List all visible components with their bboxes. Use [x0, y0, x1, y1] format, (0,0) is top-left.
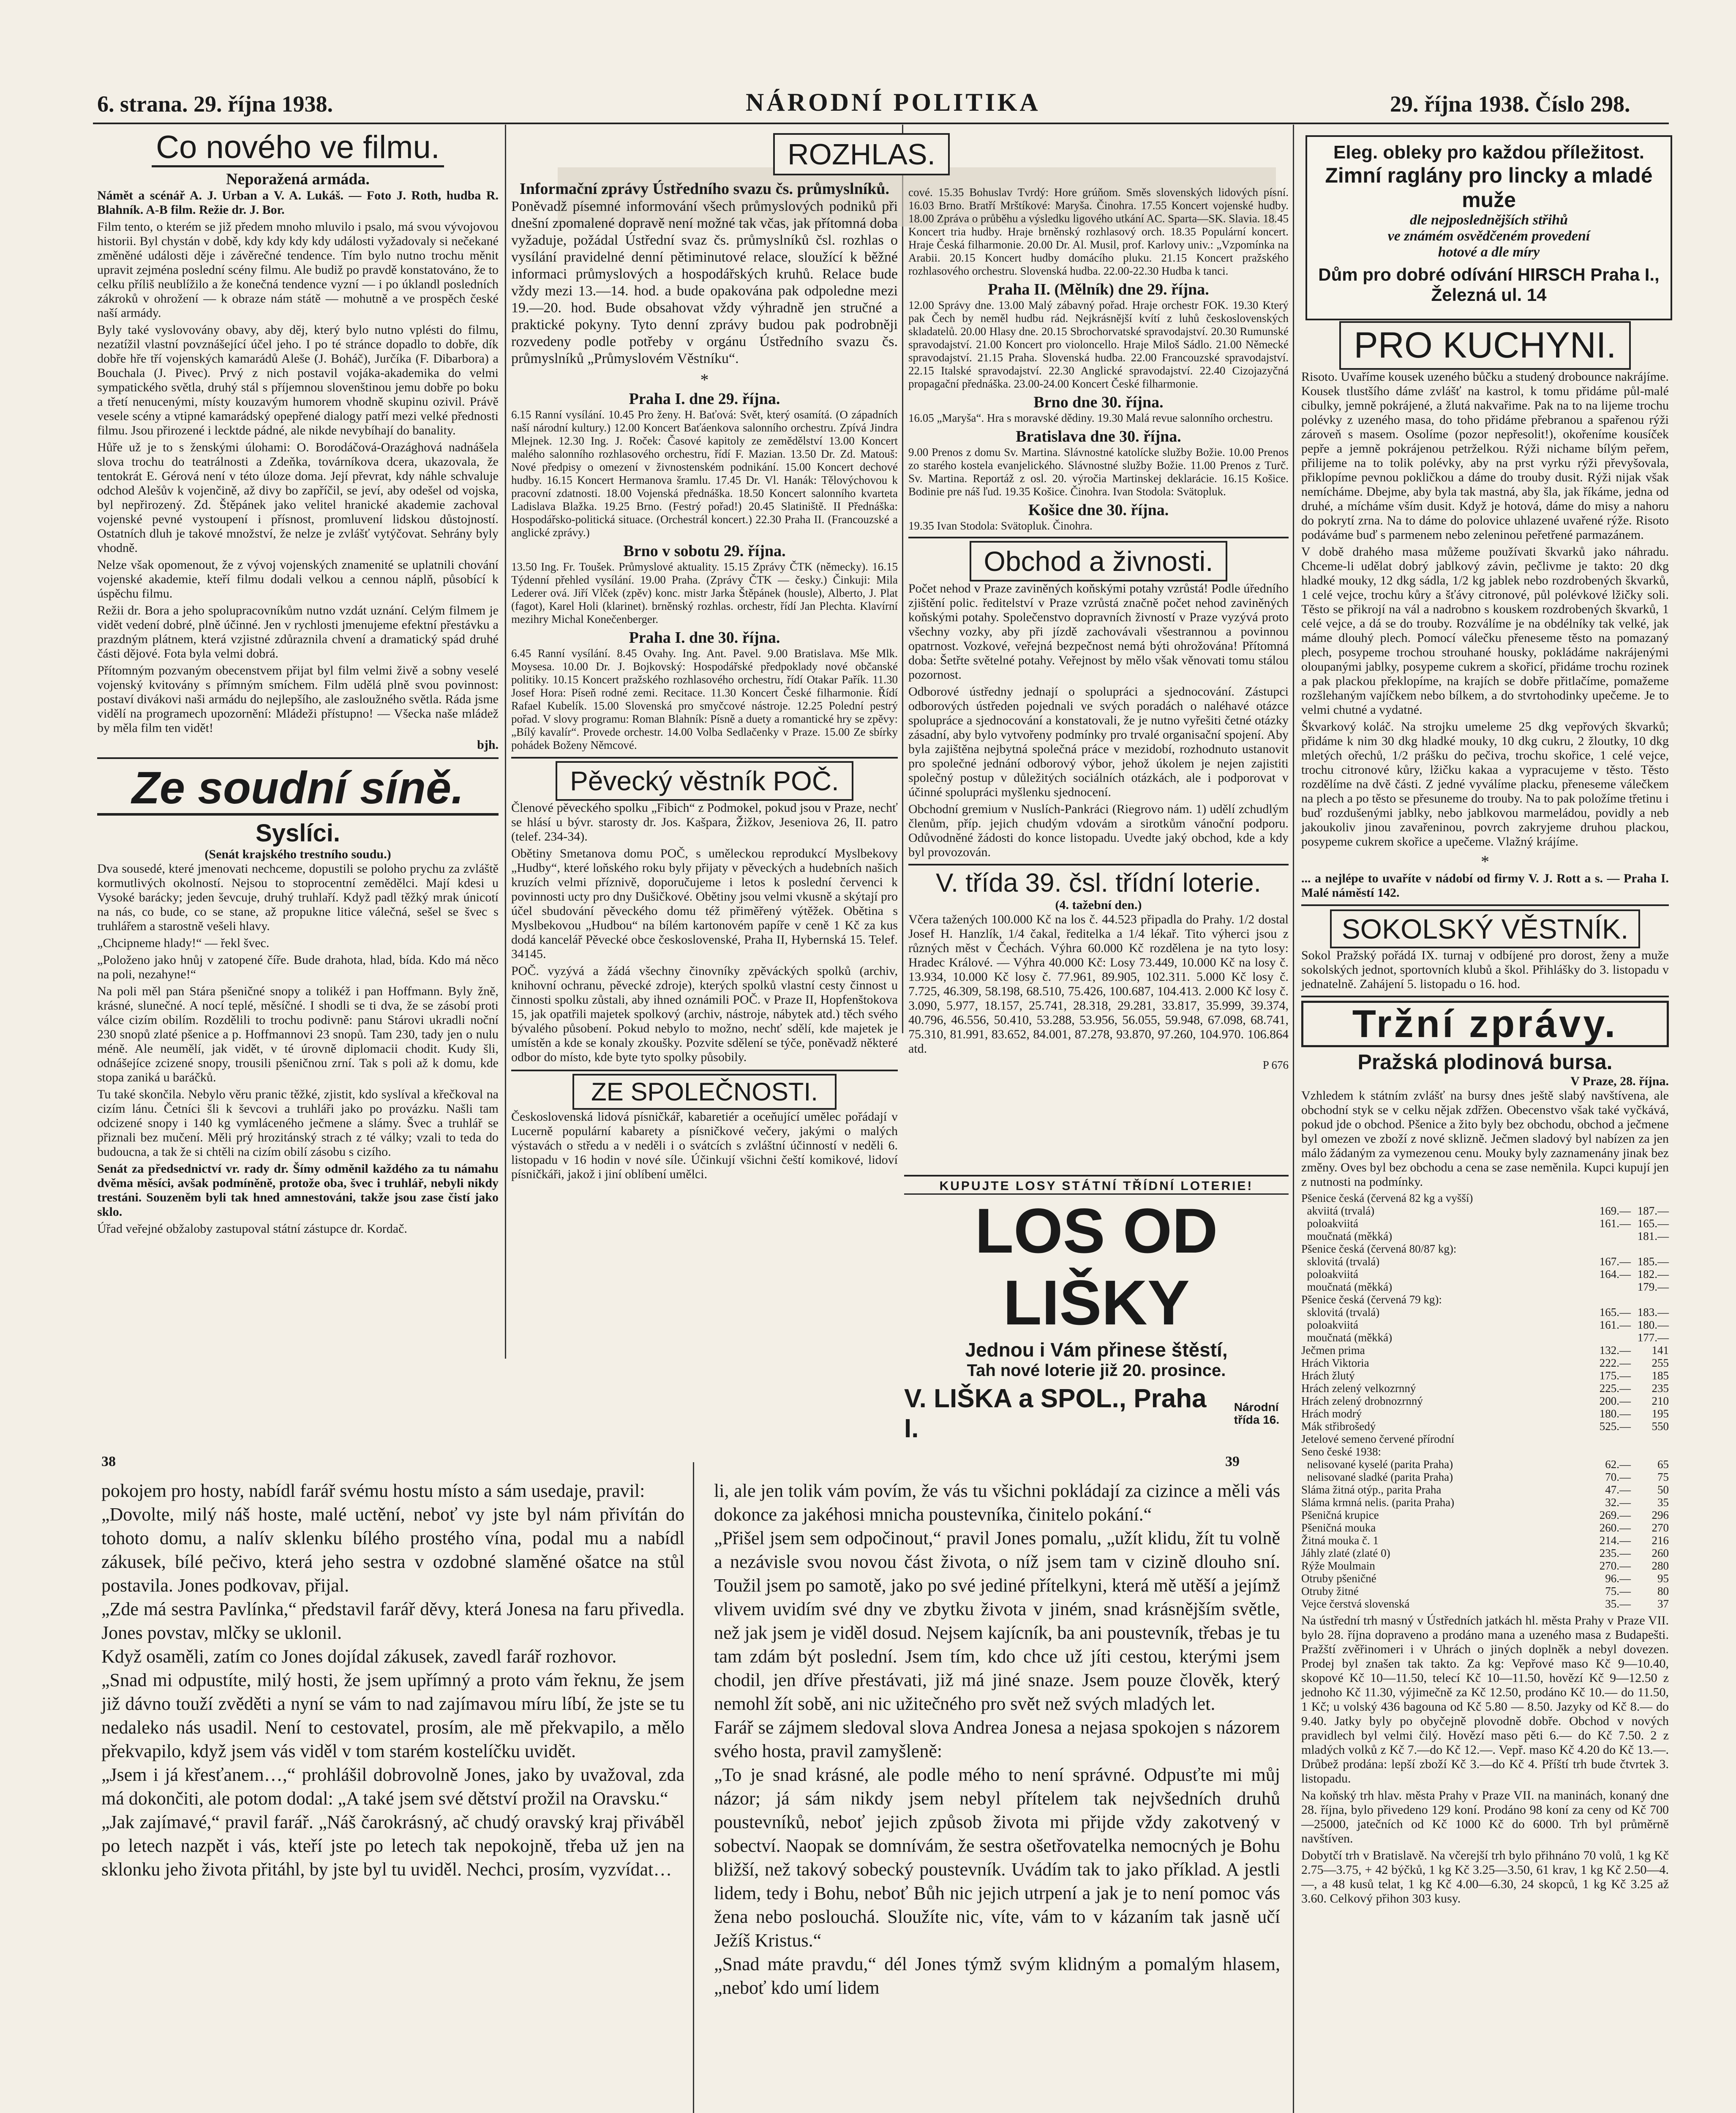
court-paragraph: Dva sousedé, které jmenovati nechceme, dopustili se poloho prychu za zvláště kormutlivých okolností. Nejsou to stoprocentní zemědělci. Mají kdesi u Vysoké barácky; jeden ševcuje, druhý truhlaří. Když padl těžký mrak únicotí na nás, co bude, co se stane, až propukne litice válečná, sešel se švec s truhlářem a starostně vešeli hlavy.	[97, 862, 499, 933]
bursa-row	[1301, 1509, 1669, 1521]
bursa-price-high: 165.—	[1637, 1217, 1669, 1230]
bursa-row	[1301, 1597, 1669, 1610]
bursa-commodity: Pšenice česká (červená 82 kg a vyšší)	[1301, 1192, 1473, 1204]
bursa-price-low: 269.—	[1599, 1509, 1631, 1521]
radio-program-title: Praha II. (Mělník) dne 29. října.	[988, 281, 1209, 298]
bursa-row	[1301, 1255, 1669, 1268]
bursa-row	[1301, 1395, 1669, 1407]
bursa-price-high: 75	[1657, 1471, 1669, 1483]
bursa-row	[1301, 1204, 1669, 1217]
lottery-advertisement	[904, 1175, 1289, 1443]
film-credits: Námět a scénář A. J. Urban a V. A. Lukáš. — Foto J. Roth, hudba R. Blahník. A-B film. Režie dr. J. Bor.	[97, 188, 499, 217]
bursa-price-high: 185	[1652, 1369, 1669, 1382]
lottery-ad-address: Národní třída 16.	[1234, 1400, 1280, 1426]
bursa-price-low: 260.—	[1599, 1521, 1631, 1534]
commerce-paragraph: Odborové ústředny jednají o spolupráci a sjednocování. Zástupci odborových ústředen pojednali ve svých poradách o naléhavé otázce spolupráce a sjednocování a konstatovali, že je nutno vyřešiti četné otázky zásadní, aby bylo vytvořeny podmínky pro trvalé organisační spojení. Aby byla zajištěna nejbytná společná práce v mezidobí, rozhodnuto ustanovit pro společné jednání odborový výbor, jehož úkolem je nejen zajistiti společný postup v důležitých sociálních otázkách, ale i podporovat v účinné spolupráci myšlenku sjednocení.	[908, 685, 1289, 799]
radio-program: 16.05 „Maryša“. Hra s moravské dědiny. 19.30 Malá revue salonního orchestru.	[908, 412, 1273, 424]
clothing-advertisement	[1305, 135, 1672, 320]
header-rule	[93, 123, 1669, 124]
bursa-commodity: Hrách žlutý	[1301, 1369, 1355, 1382]
column-divider	[1293, 125, 1294, 2113]
market-place-date: V Praze, 28. října.	[1570, 1074, 1669, 1088]
court-paragraph: Tu také skončila. Nebylo věru pranic těžké, zjistit, kdo syslíval a křečkoval na cizím lánu. Četníci šli k ševcovi a truhláři jako po provázku. Našli tam odcizené snopy i 140 kg vymláceného ječmene a slámy. Švec a truhlář se přiznali bez mučení. Měli prý hrozitánský strach z té války; vzali to teda do budoucna, a tak že si chtěli na cizím obilí zásobu s cizího.	[97, 1087, 499, 1159]
choir-paragraph: POČ. vyzývá a žádá všechny činovníky zpěváckých spolků (archiv, knihovní ochranu, pěvecké zdroje), kterých spolků vlastní cesty činnost u činnosti spolku zůstali, aby ihned oznámili POČ. v Praze II, Hopfenštokova 15, jak opatřili majetek spolkový (archiv, nástroje, nábytek atd.) těch svého bývalého působení. Pokud nebylo to možno, nechť sdělí, kde majetek je umístěn a kde se konaly zkoušky. Pozvite sdělení se týče, poněvadž některé odbor do místo, kde byte tyto spolky působily.	[511, 964, 898, 1064]
bursa-row	[1301, 1293, 1669, 1306]
clothing-ad-line: ve známém osvědčeném provedení	[1387, 228, 1590, 244]
bursa-price-high	[1631, 1242, 1669, 1255]
radio-program-title: Bratislava dne 30. října.	[1016, 428, 1181, 445]
bursa-price-high: 210	[1652, 1395, 1669, 1407]
sokol-section-title: SOKOLSKÝ VĚSTNÍK.	[1330, 909, 1641, 948]
bursa-price-high: 181.—	[1637, 1230, 1669, 1242]
bursa-commodity: Pšeničná mouka	[1301, 1521, 1376, 1534]
kitchen-paragraph: Risoto. Uvaříme kousek uzeného bůčku a studený drobounce nakrájíme. Kousek tlustšího dáme zvlášť na kastrol, k tomu přidáme půl-malé cibulky, jemně pokrájené, a žlutá nakvařime. Pak na to na lijeme trochu polévky z uzeného masa, do toho přidáme přebranou a spařenou rýži zároveň s masem. Osolíme (pozor nepřesolit!), okořeníme kousíček pepře a jemně pokrájenou petrželkou. Rýži nichame bílým peřem, přilijeme na to tolik polévky, aby na prst vyrku rýži převyšovala, přiklopíme pevnou pokličkou a dáme do trouby dusit. Rýži nijak však nemícháme. Dbejme, aby byla tak mastná, aby šla, jak říkáme, jedna od druhé, a mícháme vším dusit. Když je hotová, dáme do misy a nahoru do pokrytí zrna. Na to dáme do polovice uhlazené uvařené rýže. Risoto podáváme buď s parmenem nebo zeleninou peřetřené parmazánem.	[1301, 370, 1669, 542]
bursa-row	[1301, 1192, 1669, 1204]
bursa-commodity: Žitná mouka č. 1	[1301, 1534, 1379, 1547]
film-paragraph: Hůře už je to s ženskými úlohami: O. Borodáčová-Orazághová nadnášela slova trochu do teatrálnosti a Zdeňka, továrníkova dcera, ukazovala, že tentokrát E. Gérová není v této úloze doma. Její převrat, kdy náhle schvaluje odchod Alešův k vojenčině, až divy bo zapříčil, se jeví, aby odešel od vojska, byl nepřirozený. Zd. Štěpánek jako velitel hranické akademie zachoval vojenské pevné vystoupení i přísnost, promluvení lidskou důstojností. Ostatních dluh je takové množství, že nelze je zvlášť vytýčovat. Sehrány byly vhodně.	[97, 440, 499, 555]
bursa-price-high: 187.—	[1637, 1204, 1669, 1217]
bursa-commodity: sklovitá (trvalá)	[1301, 1255, 1380, 1268]
bursa-row	[1301, 1369, 1669, 1382]
bursa-row	[1301, 1319, 1669, 1331]
market-paragraph: Na koňský trh hlav. města Prahy v Praze VII. na maninách, konaný dne 28. října, bylo přivedeno 129 koní. Prodáno 98 koní za ceny od Kč 700—25000, jatečních od Kč 1000 Kč do 6000. Trh byl průměrně navštíven.	[1301, 1788, 1669, 1845]
market-section-title: Tržní zprávy.	[1301, 1001, 1669, 1047]
bursa-price-high: 550	[1652, 1420, 1669, 1433]
court-paragraph: „Chcipneme hlady!“ — řekl švec.	[97, 936, 270, 950]
court-paragraph: Senát za předsednictví vr. rady dr. Šímy odměnil každého za tu námahu dvěma měsíci, avšak podmíněně, protože oba, švec i truhlář, nebyli nikdy trestáni. Souzeněm byli tak hned amnestováni, takže jsou zase čistí jako sklo.	[97, 1162, 499, 1219]
film-paragraph: Režii dr. Bora a jeho spolupracovníkům nutno vzdát uznání. Celým filmem je vidět vedení dobré, plně účinné. Jen v rychlosti jmenujeme efektní přestávku a prazdným plátnem, která vzjistné zdůraznila chvení a dramatický spád druhé části dějové. Fota byla velmi dobrá.	[97, 603, 499, 661]
section-rule	[1301, 904, 1669, 906]
bursa-commodity: Hrách modrý	[1301, 1407, 1362, 1420]
bursa-price-table	[1301, 1192, 1669, 1610]
lottery-ad-headline: LOS OD LIŠKY	[975, 1195, 1218, 1338]
bursa-commodity: Jetelové semeno červené přírodní	[1301, 1433, 1455, 1445]
bursa-commodity: nelisované sladké (parita Praha)	[1301, 1471, 1453, 1483]
bursa-price-high: 141	[1652, 1344, 1669, 1357]
commerce-section-title: Obchod a živnosti.	[970, 541, 1228, 581]
court-section-title: Ze soudní síně.	[97, 762, 499, 816]
bursa-price-low	[1593, 1242, 1631, 1255]
lottery-ad-code: P 676	[1262, 1059, 1289, 1071]
radio-program-title: Praha I. dne 30. října.	[629, 629, 780, 647]
page-header-right: 29. října 1938. Číslo 298.	[1390, 91, 1630, 117]
clothing-ad-line: hotové a dle míry	[1438, 244, 1540, 260]
bursa-price-low: 214.—	[1599, 1534, 1631, 1547]
bursa-row	[1301, 1217, 1669, 1230]
section-rule	[511, 1070, 898, 1071]
bursa-price-high: 179.—	[1637, 1280, 1669, 1293]
kitchen-ad: ... a nejlépe to uvaříte v nádobí od firmy V. J. Rott a s. — Praha I. Malé náměstí 142.	[1301, 871, 1669, 900]
bursa-price-low: 165.—	[1599, 1306, 1631, 1319]
bursa-price-high: 255	[1652, 1357, 1669, 1369]
bursa-row	[1301, 1242, 1669, 1255]
bursa-commodity: nelisované kyselé (parita Praha)	[1301, 1458, 1453, 1471]
column-kitchen-market	[1301, 321, 1669, 2113]
bursa-price-high	[1631, 1433, 1669, 1445]
bursa-commodity: akviitá (trvalá)	[1301, 1204, 1375, 1217]
bursa-row	[1301, 1585, 1669, 1597]
society-text: Československá lidová písničkář, kabaretiér a oceňující umělec pořádají v Lucerně populární kabarety a písničkové večery, jakými o malých výstavách o středu a v neděli i o svátcích s zvláštní účinností v neděli 6. listopadu v 16 hodin v nové síle. Účinkují všichni čeští komikové, lidoví písničkáři, jakož i jiní oblíbení umělci.	[511, 1110, 898, 1181]
bursa-price-low: 70.—	[1605, 1471, 1631, 1483]
bursa-price-low: 175.—	[1599, 1369, 1631, 1382]
separator-asterisk: *	[1481, 852, 1489, 871]
court-source: (Senát krajského trestního soudu.)	[204, 847, 391, 861]
radio-program: 6.15 Ranní vysílání. 10.45 Pro ženy. H. Baťová: Svět, který osamítá. (O západních naší národní kultury.) 12.00 Koncert Baťáenkova salonního orchestru. Zpívá Jindra Mlejnek. 12.30 Ing. J. Roček: Časové kapitoly ze zemědělství 13.00 Koncert malého salonního rozhlasového orchestru, řídí F. Mazian. 13.50 Dr. Zd. Matouš: Nové předpisy o omezení v živnostenském podnikání. 15.00 Koncert dechové hudby. 16.15 Koncert Hermanova šramlu. 17.45 Dr. Vl. Hanák: Tělovýchovou k pracovní zdatnosti. 18.00 Vojenská přednáška. 18.50 Koncert salonního kvarteta Ladislava Blažka. 19.25 Brno. (Festrý pořad!) 20.45 Slatiniště. II Přednáška: Hospodářsko-politická situace. (Orchestrál koncert.) 22.30 Praha II. (Francouzské a anglické zprávy.)	[511, 408, 898, 539]
bursa-price-high: 182.—	[1637, 1268, 1669, 1280]
bursa-commodity: Otruby pšeničné	[1301, 1572, 1376, 1585]
bursa-price-high: 185.—	[1637, 1255, 1669, 1268]
court-article-title: Syslíci.	[256, 819, 340, 847]
novel-page-number: 39	[1225, 1454, 1240, 1469]
film-article-title: Neporažená armáda.	[226, 170, 370, 188]
bursa-price-low: 167.—	[1599, 1255, 1631, 1268]
court-paragraph: Úřad veřejné obžaloby zastupoval státní zástupce dr. Kordač.	[97, 1222, 407, 1236]
section-rule	[908, 537, 1289, 538]
section-rule	[1301, 996, 1669, 997]
column-divider	[505, 125, 506, 1359]
bursa-row	[1301, 1471, 1669, 1483]
novel-right-page: li, ale jen tolik vám povím, že vás tu všichni pokládají za cizince a měli vás dokonce za jakéhosi mnicha poustevníka, činitelo pokání.“ „Přišel jsem sem odpočinout,“ pravil Jones pomalu, „užít klidu, žít tu volně a nezávisle svou novou část života, o níž jsem tam v cizině dlouho sní. Toužil jsem po samotě, jako po své jediné přítelkyni, která mě utěší a jejímž vlivem uvidím své dny ve zbytku života v jiném, snad krásnějším světle, než jak jsem je viděl dosud. Nejsem kajícník, ba ani poustevník, třebas je tu tam zdám být poslední. Jsem tím, kdo chce už jíti cestou, kterými jsem chodil, jen dříve přestávati, již má jiné snaze. Jsem pouze člověk, který nemohl žít sobě, ani nic užitečného pro svět než svých mladých let. Farář se zájmem sledoval slova Andrea Jonesa a nejasa spokojen s názorem svého hosta, pravil zamyšleně: „To je snad krásné, ale podle mého to není správné. Odpusťte mi můj názor; já sám nikdy jsem nebyl přítelem tak nejvšedních druhů poustevníků, neboť jejich způsob života mi přijde vždy zakotvený v sobectví. Naopak se domnívám, že sestra ošetřovatelka nemocných je Bohu bližší, než takový sobecký poustevník. Uvádím tak to jako příklad. A jestli lidem, tedy i Bohu, neboť Bůh nic jejich utrpení a jak je to není pomoc vás žena nebo poslouchá. Sloužíte nic, víte, vám to v kázaním tak jasně učí Ježíš Kristus.“ „Snad máte pravdu,“ dél Jones týmž svým klidným a pomalým hlasem, „neboť kdo umí lidem	[714, 1480, 1280, 1998]
market-paragraph: Vzhledem k státním zvlášť na bursy dnes ještě slabý navštívena, ale obchodní styk se v celku nějak zdřžen. Obecenstvo však také vyčkává, pokud jde o obchod. Pšenice a žito byly bez obchodu, obchod a ječmene byl omezen ve zboží z nové sklizně. Ječmen sladový byl nabízen za jen málo žádaným za vymezenou cenu. Mouky byly zaznamenány jinak bez změny. Oves byl bez obchodu a cena se zase neměnila. Kupci kupují jen z nutnosti na podmínky.	[1301, 1089, 1669, 1189]
bursa-price-high: 270	[1652, 1521, 1669, 1534]
bursa-commodity: poloakviitá	[1301, 1319, 1358, 1331]
bursa-price-low: 75.—	[1605, 1585, 1631, 1597]
novel-left-page: pokojem pro hosty, nabídl farář svému hostu místo a sám usedaje, pravil: „Dovolte, milý náš hoste, malé uctění, neboť vy jste byl nám přivítán do tohoto domu, a nalív sklenku bílého prostého vína, podal mu a nabídl zákusek, bílé pečivo, která jeho sestra v ozdobné slaměné ošatce na stůl postavila. Jones podkovav, přijal. „Zde má sestra Pavlínka,“ představil farář děvy, která Jonesa na faru přivedla. Jones povstav, mlčky se uklonil. Když osaměli, zatím co Jones dojídal zákusek, zavedl farář rozhovor. „Snad mi odpustíte, milý hosti, že jsem upřímný a proto vám řeknu, že jsem již dávno touží zvěděti a nyní se vám to nad zajímavou míru líbí, že jste se tu nedaleko nás usadil. Není to cestovatel, prosím, ale mě překvapilo, a mělo překvapilo, když jsem vás viděl v tom starém kostelíčku uvidět. „Jsem i já křesťanem…,“ prohlášil dobrovolně Jones, jako by uvažoval, zda má dokončiti, ale potom dodal: „A také jsem své dětství prožil na Oravsku.“ „Jak zajímavé,“ pravil farář. „Náš čarokrásný, ač chudý oravský kraj přiváběl po letech nazpět i vás, kteří jste po letech tak nepokojně, třeba už jen na sklonku jeho života přitáhl, by jste byl tu uviděl. Nechci, prosím, vyzvídat…	[101, 1480, 684, 1880]
bursa-price-high: 280	[1652, 1559, 1669, 1572]
society-section-title: ZE SPOLEČNOSTI.	[572, 1074, 837, 1110]
bursa-price-high: 235	[1652, 1382, 1669, 1395]
section-rule	[908, 864, 1289, 865]
bursa-commodity: Hrách zelený velkozrnný	[1301, 1382, 1416, 1395]
clothing-ad-line: dle nejposlednějších střihů	[1409, 212, 1568, 228]
bursa-row	[1301, 1433, 1669, 1445]
bursa-row	[1301, 1559, 1669, 1572]
bursa-price-low: 47.—	[1605, 1483, 1631, 1496]
bursa-price-high: 296	[1652, 1509, 1669, 1521]
bursa-row	[1301, 1496, 1669, 1509]
bursa-commodity: Sláma žitná otýp., parita Praha	[1301, 1483, 1442, 1496]
bursa-row	[1301, 1547, 1669, 1559]
bursa-price-high: 95	[1657, 1572, 1669, 1585]
bursa-commodity: moučnatá (měkká)	[1301, 1280, 1393, 1293]
lottery-ad-line: Jednou i Vám přinese štěstí,	[965, 1339, 1228, 1361]
bursa-price-low: 200.—	[1599, 1395, 1631, 1407]
bursa-row	[1301, 1230, 1669, 1242]
kitchen-paragraph: Škvarkový koláč. Na strojku umeleme 25 dkg vepřových škvarků; přidáme k nim 30 dkg hladké mouky, 10 dkg cukru, 2 žloutky, 10 dkg mletých ořechů, 1/2 prášku do pečiva, trochu skořice, 1 celé vejce, trochu citronové kůry, lžičku kakaa a vypracujeme v těsto. Těsto rozdělíme na dvě části. Z jedné vyválíme placku, přeneseme válečkem na plech a po těsto se přesuneme do trouby. Na to pak položíme třetinu i buď rozdušenými jablky, nebo jablkovou marmeládou, povidly a neb jakoukoliv jinou zavařeninou, povrch zakryjeme druhou plackou, posypeme cukrem skořice a upečeme. Vlažný krájíme.	[1301, 720, 1669, 849]
bursa-commodity: Mák střibrošedý	[1301, 1420, 1376, 1433]
bursa-price-low: 35.—	[1605, 1597, 1631, 1610]
bursa-commodity: Rýže Moulmain	[1301, 1559, 1375, 1572]
bursa-price-low: 222.—	[1599, 1357, 1631, 1369]
bursa-row	[1301, 1483, 1669, 1496]
choir-paragraph: Členové pěveckého spolku „Fibich“ z Podmokel, pokud jsou v Praze, nechť se hlásí u bývr. starosty dr. Jos. Kašpara, Žižkov, Jeseniova 26, II. patro (telef. 234-34).	[511, 801, 898, 844]
separator-asterisk: *	[700, 370, 709, 389]
bursa-commodity: Vejce čerstvá slovenská	[1301, 1597, 1410, 1610]
bursa-price-low: 235.—	[1599, 1547, 1631, 1559]
bursa-price-low: 525.—	[1599, 1420, 1631, 1433]
bursa-row	[1301, 1306, 1669, 1319]
bursa-commodity: sklovitá (trvalá)	[1301, 1306, 1380, 1319]
bursa-commodity: Ječmen prima	[1301, 1344, 1365, 1357]
bursa-price-low	[1593, 1192, 1631, 1204]
commerce-paragraph: Počet nehod v Praze zaviněných koňskými potahy vzrůstá! Podle úředního zjištění polic. ředitelství v Praze vzrůstá značně počet nehod zaviněných koňskými potahy. Společenstvo dopravních živností v Praze vyzývá proto všechny vozky, aby při jízdě zachovávali všestrannou a povinnou opatrnost. Vozkové, veřejná bezpečnost nemá býti ohrožována! Přítomná doba: Šetřte světelné potahy. Veřejnost by mělo však věnovati tomu stálou pozornost.	[908, 581, 1289, 682]
radio-program: 19.35 Ivan Stodola: Svätopluk. Činohra.	[908, 519, 1093, 532]
market-article-title: Pražská plodinová bursa.	[1357, 1050, 1613, 1074]
bursa-commodity: Jáhly zlaté (zlaté 0)	[1301, 1547, 1390, 1559]
bursa-row	[1301, 1268, 1669, 1280]
film-paragraph: Nelze však opomenout, že z vývoj vojenských znamenité se uplatnili chování vojenské akademie, kteří filmu dodali velkou a cennou náplň, působící k úspěchu filmu.	[97, 558, 499, 601]
bursa-price-low: 270.—	[1599, 1559, 1631, 1572]
commerce-paragraph: Obchodní gremium v Nuslích-Pankráci (Riegrovo nám. 1) udělí zchudlým členům, příp. jejich chudým vdovám a sirotkům vánoční podporu. Odůvodněné žádosti do konce listopadu. Uvedte jaký obchod, kde a kdy byl provozován.	[908, 802, 1289, 859]
radio-program: cové. 15.35 Bohuslav Tvrdý: Hore grúňom. Směs slovenských lidových písní. 16.03 Brno. Bratří Mrštíkové: Maryša. Činohra. 17.55 Koncert vojenské hudby. 18.00 Zpráva o průběhu a výsledku ligového utkání AC. Sparta—SK. Slavia. 18.45 Koncert tria hudby. Hraje brněnský rozhlasový orch. 18.35 Populární koncert. Hraje Česká filharmonie. 20.00 Dr. Al. Musil, prof. Karlovy univ.: „Vzpomínka na Arabii. 20.15 Koncert hudby domácího pluku. 21.15 Koncert pražského rozhlasového orchestru. Slovenská hudba. 22.00-22.30 Hudba k tanci.	[908, 186, 1289, 277]
bursa-price-low	[1593, 1293, 1631, 1306]
bursa-commodity: moučnatá (měkká)	[1301, 1331, 1393, 1344]
clothing-ad-line: Zimní raglány pro lincky a mladé muže	[1325, 164, 1653, 212]
bursa-price-high: 183.—	[1637, 1306, 1669, 1319]
page-header-left: 6. strana. 29. října 1938.	[97, 91, 333, 117]
radio-program-title: Košice dne 30. října.	[1028, 501, 1169, 519]
bursa-row	[1301, 1572, 1669, 1585]
bursa-price-high	[1631, 1192, 1669, 1204]
bursa-row	[1301, 1445, 1669, 1458]
bursa-row	[1301, 1458, 1669, 1471]
bursa-commodity: poloakviitá	[1301, 1217, 1358, 1230]
bursa-price-high: 195	[1652, 1407, 1669, 1420]
radio-program: 6.45 Ranní vysílání. 8.45 Ovahy. Ing. Ant. Pavel. 9.00 Bratislava. Mše Mlk. Moysesa. 10.00 Dr. J. Bojkovský: Hospodářské předpoklady nové občanské politiky. 10.15 Koncert pražského rozhlasového orchestru, řídí Otakar Pařík. 11.30 Josef Hora: Píseň rodné zemi. Recitace. 11.30 Koncert České filharmonie. Řídí Rafael Kubelík. 15.00 Slovenská pro smyčcové nástroje. 12.25 Polední pestrý pořad. V slovy programu: Roman Blahník: Písně a duety a romantické hry se zpěvy: „Bílý kavalír“. Provede orchestr. 14.00 Volba Sedlačenky v Praze. 15.00 Ze sbírky pohádek Boženy Němcové.	[511, 647, 898, 751]
bursa-price-high: 80	[1657, 1585, 1669, 1597]
bursa-commodity: poloakviitá	[1301, 1268, 1358, 1280]
radio-program-title: Praha I. dne 29. října.	[629, 390, 780, 408]
bursa-price-low: 132.—	[1599, 1344, 1631, 1357]
radio-info-text: Poněvadž písemné informování všech průmyslových podniků při dnešní zpomalené dopravě není možné tak včas, jak přítomná doba vyžaduje, požádal Ústřední svaz čs. průmyslníků čsl. rozhlas o vysílání pravidelné denní pětiminutové relace, sloužící k běžné informaci průmyslových a hospodářských kruhů. Relace bude vždy mezi 13.—14. hod. a bude opakována pak odpoledne mezi 19.—20. hod. Bude obsahovat vždy výhradně jen stručné a praktické pokyny. Tyto denní zprávy budou pak podrobněji rozvedeny podle potřeby v orgánu Ústředního svazu čs. průmyslníků „Průmyslovém Věstníku“.	[511, 199, 898, 366]
bursa-price-low	[1593, 1280, 1631, 1293]
bursa-row	[1301, 1382, 1669, 1395]
bursa-price-high: 65	[1657, 1458, 1669, 1471]
bursa-commodity: Pšenice česká (červená 79 kg):	[1301, 1293, 1442, 1306]
bursa-commodity: Hrách Viktoria	[1301, 1357, 1369, 1369]
bursa-commodity: Seno české 1938:	[1301, 1445, 1381, 1458]
bursa-row	[1301, 1357, 1669, 1369]
market-paragraph: Dobytčí trh v Bratislavě. Na včerejší trh bylo přihnáno 70 volů, 1 kg Kč 2.75—3.75, + 42 býčků, 1 kg Kč 3.25—3.50, 61 krav, 1 kg Kč 2.50—4.—, a 48 kusů telat, 1 kg Kč 4.00—6.30, 24 skopců, 1 kg Kč 3.25 až 3.60. Celkový přihon 303 kusy.	[1301, 1848, 1669, 1906]
bursa-price-low: 161.—	[1599, 1319, 1631, 1331]
column-radio	[511, 129, 936, 1359]
bursa-price-high: 180.—	[1637, 1319, 1669, 1331]
bursa-price-low	[1593, 1230, 1631, 1242]
choir-section-title: Pěvecký věstník POČ.	[556, 761, 853, 801]
kitchen-section-title: PRO KUCHYNI.	[1339, 321, 1630, 370]
bursa-row	[1301, 1331, 1669, 1344]
market-paragraph: Na ústřední trh masný v Ústředních jatkách hl. města Prahy v Praze VII. bylo 28. října dopraveno a prodáno mana a uzeného masa z Budapešti. Pražští zvěřinomeri i v Uhrách o jiných doplněk a nebyl dovezen. Prodej byl znašen tak takto. Za kg: Vepřové maso Kč 9—10.40, skopové Kč 10—11.50, telecí Kč 10—11.50, hovězí Kč 9—12.50 z jednoho Kč 11.30, výjimečně za Kč 12.50, prodáno Kč 10.— do 11.50, 1 Kč; u volský 436 bagouna od Kč 5.80 — 8.50. Jazyky od Kč 8.— do 9.40. Jatky byly po obyčejně plovodně dobře. Obchod v nových pravidlech byl velmi čilý. Hovězí maso pěti 6.— do Kč 7.50. 2 z mladých volků z Kč 7.—do Kč 12.—. Vepř. maso Kč 4.20 do Kč 13.—. Drůbež prodána: lepší zboží Kč 3.—do Kč 4. Příští trh bude čtvrtek 3. listopadu.	[1301, 1613, 1669, 1785]
bursa-price-high: 35	[1657, 1496, 1669, 1509]
bursa-commodity: Sláma krmná nelis. (parita Praha)	[1301, 1496, 1455, 1509]
bursa-commodity: Hrách zelený drobnozrnný	[1301, 1395, 1423, 1407]
radio-program-title: Brno v sobotu 29. října.	[623, 542, 786, 560]
film-section-title: Co nového ve filmu.	[152, 129, 444, 167]
clothing-ad-line: Eleg. obleky pro každou příležitost.	[1333, 142, 1644, 163]
bursa-commodity: Pšeničná krupice	[1301, 1509, 1379, 1521]
column-film-court	[97, 129, 499, 1354]
novel-page-number: 38	[101, 1454, 116, 1469]
bursa-row	[1301, 1420, 1669, 1433]
kitchen-paragraph: V době drahého masa můžeme používati škvarků jako náhradu. Chceme-li udělat dobrý jablkový závin, pečlivme je takto: 20 dkg hladké mouky, 12 dkg sádla, 1/2 kg jablek nebo rozdrobených škvarků, 1 celé vejce, trochu kůry a šťávy citronové, půl polévkové lžičky soli. Těsto se přikrojí na vál a nadrobno s kouskem rozdrobených škvarků, 1 celé vejce, a dá se do trouby. Rozválíme je na obdélníky tak velké, jak máme dlouhý plech. Pomocí válečku přeneseme těsto na pomazaný plech, posypeme trochou strouhané housky, pokládáme nakrájenými oloupanými jablky, posypeme cukrem a skořicí, přidáme trochu rozinek a pak plackou překlopíme, na krajích se dobře přitlačíme, pomažeme rozšlehaným vajíčkem nebo bílkem, a do stvrtohodinky upečeme. Je to velmi chutné a vydatné.	[1301, 545, 1669, 717]
lottery-title: V. třída 39. čsl. třídní loterie.	[936, 868, 1261, 898]
bursa-price-low: 164.—	[1599, 1268, 1631, 1280]
lottery-ad-company: V. LIŠKA a SPOL., Praha I.	[904, 1384, 1207, 1443]
bursa-price-low	[1593, 1433, 1631, 1445]
bursa-row	[1301, 1534, 1669, 1547]
bursa-price-low	[1593, 1445, 1631, 1458]
bursa-price-high	[1631, 1293, 1669, 1306]
radio-section-title: ROZHLAS.	[773, 133, 950, 175]
lottery-ad-top: KUPUJTE LOSY STÁTNÍ TŘÍDNÍ LOTERIE!	[904, 1179, 1289, 1195]
section-rule	[97, 757, 499, 759]
bursa-price-low: 161.—	[1599, 1217, 1631, 1230]
section-rule	[511, 757, 898, 759]
bursa-price-high: 216	[1652, 1534, 1669, 1547]
radio-program: 9.00 Prenos z domu Sv. Martina. Slávnostné katolícke služby Božie. 10.00 Prenos zo starého kostela evanjelického. Slávnostné služby Božie. 11.00 Prenos z Turč. Sv. Martina. Reportáž z osl. 20. výročia Martinskej deklarácie. 16.15 Košice. Bodinie pre náš ľud. 19.35 Košice. Činohra. Ivan Stodola: Svätopluk.	[908, 446, 1289, 498]
bursa-price-low: 180.—	[1599, 1407, 1631, 1420]
bursa-row	[1301, 1280, 1669, 1293]
film-paragraph: Byly také vyslovovány obavy, aby děj, který bylo nutno vplésti do filmu, nezatížil vlastní povznášející účel jeho. I po té stránce dopadlo to dobře, dík dobře hře tří vojenských kamarádů Aleše (J. Boháč), Jurčíka (F. Dibarbora) a Bouchala (J. Pivec). Prvý z nich postavil vojáka-akademika do velmi sympatického světla, druhý stál s příjemnou slovenštinou jemu dobře po boku a třetí nenucenými, místy kouzavým humorem vhodně skupinu ozivil. Právě vesele scény a vtipné kamarádský opepřené dialogy patří mezi velké přednosti filmu. Jsou přirozené i lecktde pádné, ale nikde nevybíhají do banality.	[97, 323, 499, 437]
bursa-price-low: 169.—	[1599, 1204, 1631, 1217]
radio-program: 13.50 Ing. Fr. Toušek. Průmyslové aktuality. 15.15 Zprávy ČTK (německy). 16.15 Týdenní přehled vysílání. 19.00 Praha. (Zprávy ČTK — česky.) Činkuji: Mila Lederer ová. Jiří Vlček (zpěv) konc. mistr Jarka Štěpánek (housle), Alberto, J. Plat (fagot), Karel Holi (klarinet). brněnský rozhlas. orchestr, řídí Jan Plechta. Klavírní mezihry Michal Konečenberger.	[511, 560, 898, 625]
clothing-ad-shop: Dům pro dobré odívání HIRSCH Praha I., Železná ul. 14	[1318, 265, 1660, 305]
bursa-row	[1301, 1521, 1669, 1534]
masthead: NÁRODNÍ POLITIKA	[746, 88, 1041, 116]
film-paragraph: Film tento, o kterém se již předem mnoho mluvilo i psalo, má svou vývojovou historii. Byl chystán v době, kdy kdy kdy kdy události vyžadovaly si nečekané změněné události děje i závěrečné tendence. Tím bylo nutno trochu měnit upravit zejména poslední scény filmu. Ale budiž po pravdě konstatováno, že to celku příliš neublížilo a že konečná tendence vyzní — i po úklandl posledních zákroků v ohrožení — k obraze nám státě — mohutně a ve prospěch české naší armády.	[97, 220, 499, 320]
lottery-subtitle: (4. tažební den.)	[1055, 898, 1142, 912]
bursa-row	[1301, 1407, 1669, 1420]
radio-program-title: Brno dne 30. října.	[1033, 393, 1164, 411]
bursa-price-low: 32.—	[1605, 1496, 1631, 1509]
bursa-price-high: 177.—	[1637, 1331, 1669, 1344]
radio-info-title: Informační zprávy Ústředního svazu čs. průmyslníků.	[519, 180, 890, 198]
court-paragraph: Na poli měl pan Stára pšeničné snopy a tolikéž i pan Hoffmann. Byly žně, krásné, slunečné. A nocí teplé, měsíčné. I shodli se ti dva, že se zásobí proti válce cizím obilím. Rozdělili to trochu podivně: panu Stárovi ukradli noční 230 snopů zlaté pšenice a p. Hoffmannovi 23 snopů. Tam 230, tady jen o nulu méně. Ale neumělí, jak vidět, v té úrovně diplomacii chodit. Kudy šli, odnášejíce zcizené snopy, trousili pšeničnou zrní. Tak s poli až k domu, kde stopa zaniká u baráčků.	[97, 984, 499, 1084]
choir-paragraph: Obětiny Smetanova domu POČ, s uměleckou reprodukcí Myslbekovy „Hudby“, které loňského roku byly přijaty v pěveckých a hudebních našich kruzích velmi příznivě, doporučujeme i letos k poslední červenci k povinnosti ucty pro dny Dušičkové. Obětiny jsou velmi vkusně a skýtají pro účel sbudování pěveckého domu též přiměřený výtěžek. Obětina s Myslbekovou „Hudbou“ na bílém kartonovém papíře v ceně 1 Kč za kus dodá kancelář Pěvecké obce československé, Praha II, Hybernská 15. Telef. 34145.	[511, 846, 898, 961]
bursa-commodity: moučnatá (měkká)	[1301, 1230, 1393, 1242]
lottery-ad-line: Tah nové loterie již 20. prosince.	[967, 1361, 1226, 1380]
bursa-price-high: 260	[1652, 1547, 1669, 1559]
novel-page-fold	[693, 1462, 694, 2113]
bursa-price-high: 50	[1657, 1483, 1669, 1496]
bursa-commodity: Otruby žitné	[1301, 1585, 1359, 1597]
court-paragraph: „Položeno jako hnůj v zatopené číře. Bude drahota, hlad, bída. Kdo má něco na poli, nezahyne!“	[97, 953, 499, 981]
bursa-price-high: 37	[1657, 1597, 1669, 1610]
radio-program: 12.00 Správy dne. 13.00 Malý zábavný pořad. Hraje orchestr FOK. 19.30 Který pak Čech by neměl hudbu rád. Nejkrásnější kvítí z luhů československých skladatelů. 20.00 Hlasy dne. 20.15 Sbrochorvatské spravodajství. 20.30 Rumunské spravodajství. 21.00 Koncert pro violoncello. Hraje Miloš Sádlo. 21.00 Německé spravodajství. 21.15 Praha. Slovenská hudba. 22.00 Francouzské spravodajství. 22.15 Italské spravodajství. 22.30 Anglické spravodajství. 22.40 Cizojazyčná propagační přednáška. 23.00-24.00 Koncert České filharmonie.	[908, 299, 1289, 390]
bursa-price-low: 96.—	[1605, 1572, 1631, 1585]
bursa-price-high	[1631, 1445, 1669, 1458]
bursa-price-low: 225.—	[1599, 1382, 1631, 1395]
film-paragraph: Přítomným pozvaným obecenstvem přijat byl film velmi živě a sobny veselé vojenský kvitovány s přímným smíchem. Film udělá plně svou povinnost: postaví divákovi naši armádu do nejlepšího, ale zasloužného světla. Ráda jsme vidělí na programech upozornění: Mládeži přístupno! — Všecka naše mládež by měla film ten vidět!	[97, 663, 499, 735]
sokol-text: Sokol Pražský pořádá IX. turnaj v odbíjené pro dorost, ženy a muže sokolských jednot, sportovních klubů a škol. Přihlášky do 3. listopadu v jednatelně. Zahájení 5. listopadu o 16. hod.	[1301, 948, 1669, 991]
bursa-price-low: 62.—	[1605, 1458, 1631, 1471]
film-signature: bjh.	[477, 738, 499, 752]
lottery-text: Včera tažených 100.000 Kč na los č. 44.523 připadla do Prahy. 1/2 dostal Josef H. Hanzlík, 1/4 čakal, ředitelka a 1/4 lékař. Tito výherci jsou z různých měst v Čechách. Výhra 60.000 Kč rozdělena je na tyto losy: Hradec Králové. — Výhra 40.000 Kč: Losy 73.449, 10.000 Kč na losy č. 13.934, 10.000 Kč losy č. 77.961, 89.905, 102.311. 5.000 Kč losy č. 7.725, 46.309, 58.198, 68.510, 75.426, 100.687, 104.413. 2.000 Kč losy č. 3.090, 5.977, 18.157, 25.741, 28.318, 29.281, 33.817, 35.999, 39.374, 40.796, 46.556, 50.410, 53.288, 53.956, 56.055, 59.948, 67.098, 68.741, 75.310, 81.991, 83.652, 84.001, 87.278, 93.870, 97.260, 104.970. 106.864 atd.	[908, 912, 1289, 1056]
bursa-commodity: Pšenice česká (červená 80/87 kg):	[1301, 1242, 1457, 1255]
bursa-price-low	[1593, 1331, 1631, 1344]
bursa-row	[1301, 1344, 1669, 1357]
